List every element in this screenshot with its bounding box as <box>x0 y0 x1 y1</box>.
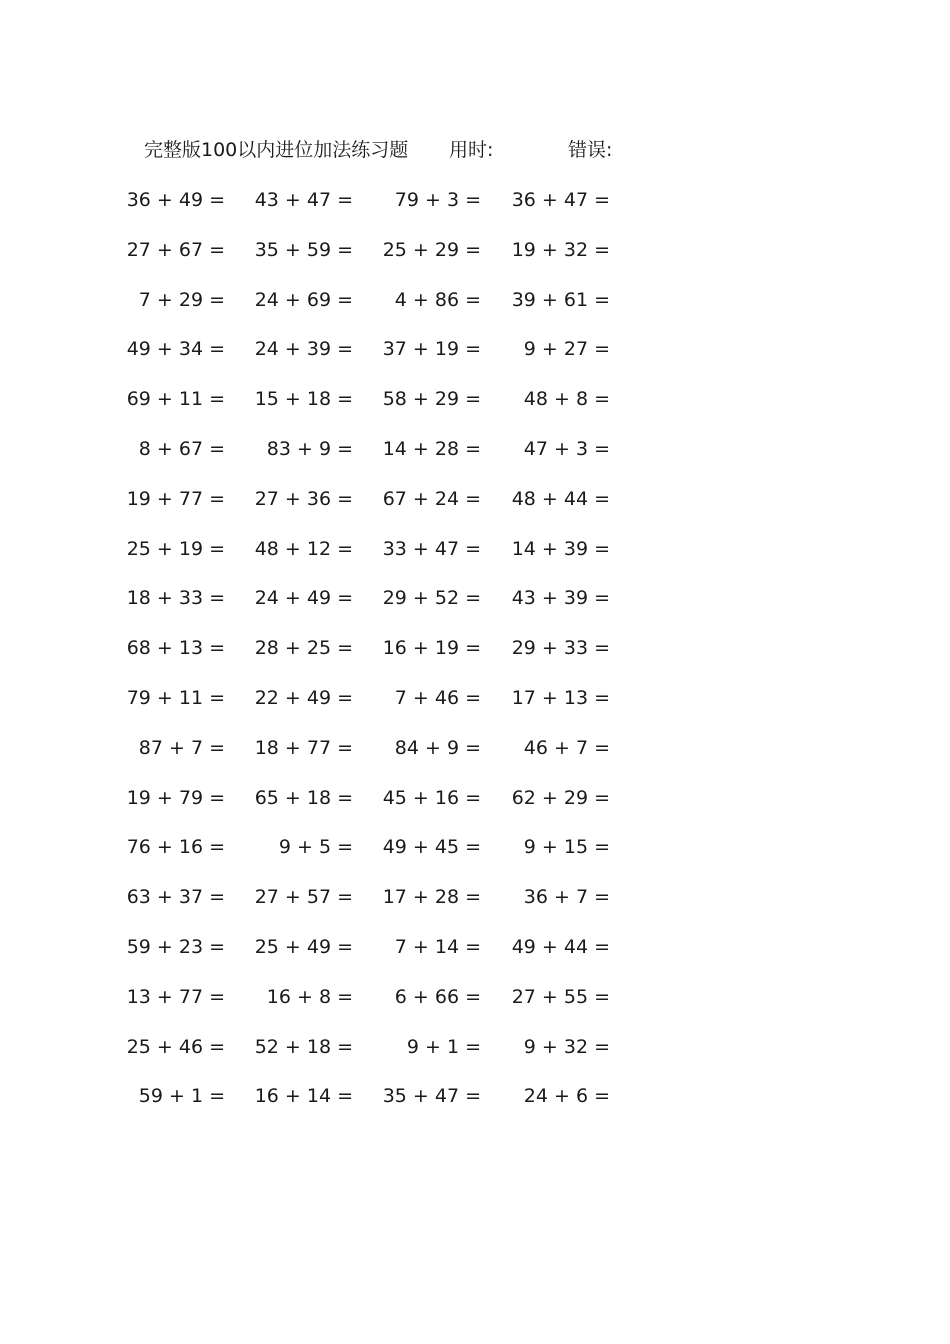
addition-problem: 24 + 69 = <box>254 288 353 311</box>
addition-problem: 27 + 57 = <box>254 886 353 909</box>
addition-problem: 45 + 16 = <box>382 786 481 809</box>
addition-problem: 28 + 25 = <box>254 637 353 660</box>
addition-problem: 49 + 45 = <box>382 836 481 859</box>
addition-problem: 59 + 1 = <box>138 1085 225 1108</box>
addition-problem: 63 + 37 = <box>126 886 225 909</box>
addition-problem: 49 + 34 = <box>126 338 225 361</box>
addition-problem: 79 + 11 = <box>126 687 225 709</box>
addition-problem: 19 + 32 = <box>511 238 610 261</box>
addition-problem: 9 + 27 = <box>523 338 610 361</box>
addition-problem: 58 + 29 = <box>382 388 481 411</box>
worksheet-header <box>144 137 664 163</box>
addition-problem: 36 + 7 = <box>523 886 610 909</box>
addition-problem: 19 + 79 = <box>126 786 225 809</box>
addition-problem: 43 + 39 = <box>511 587 610 610</box>
addition-problem: 35 + 59 = <box>254 238 353 261</box>
addition-problem: 27 + 67 = <box>126 238 225 261</box>
addition-problem: 29 + 52 = <box>382 587 481 610</box>
addition-problem: 24 + 39 = <box>254 338 353 361</box>
addition-problem: 52 + 18 = <box>254 1035 353 1058</box>
addition-problem: 67 + 24 = <box>382 487 481 510</box>
addition-problem: 47 + 3 = <box>523 438 610 460</box>
addition-problem: 48 + 8 = <box>523 388 610 411</box>
problem-row <box>0 932 950 962</box>
addition-problem: 27 + 36 = <box>254 487 353 510</box>
addition-problem: 68 + 13 = <box>126 637 225 660</box>
addition-problem: 7 + 29 = <box>138 288 225 311</box>
addition-problem: 9 + 1 = <box>406 1035 481 1058</box>
addition-problem: 18 + 33 = <box>126 587 225 610</box>
problem-row <box>0 185 950 215</box>
addition-problem: 36 + 49 = <box>126 189 225 211</box>
addition-problem: 15 + 18 = <box>254 388 353 411</box>
addition-problem: 8 + 67 = <box>138 438 225 460</box>
addition-problem: 43 + 47 = <box>254 189 353 211</box>
addition-problem: 25 + 19 = <box>126 537 225 560</box>
addition-problem: 7 + 14 = <box>394 936 481 958</box>
addition-problem: 37 + 19 = <box>382 338 481 361</box>
error-count-label: 错误: <box>568 139 613 161</box>
addition-problem: 25 + 46 = <box>126 1035 225 1058</box>
addition-problem: 16 + 19 = <box>382 637 481 660</box>
addition-problem: 17 + 28 = <box>382 886 481 909</box>
addition-problem: 49 + 44 = <box>511 936 610 958</box>
problem-row <box>0 882 950 912</box>
problem-row <box>0 534 950 564</box>
addition-problem: 87 + 7 = <box>138 736 225 759</box>
problem-row <box>0 235 950 265</box>
addition-problem: 62 + 29 = <box>511 786 610 809</box>
addition-problem: 48 + 12 = <box>254 537 353 560</box>
addition-problem: 14 + 28 = <box>382 438 481 460</box>
addition-problem: 33 + 47 = <box>382 537 481 560</box>
problem-row <box>0 434 950 464</box>
addition-problem: 7 + 46 = <box>394 687 481 709</box>
problem-row <box>0 1081 950 1111</box>
time-used-label: 用时: <box>449 139 494 161</box>
addition-problem: 16 + 8 = <box>266 985 353 1008</box>
addition-problem: 35 + 47 = <box>382 1085 481 1108</box>
addition-problem: 69 + 11 = <box>126 388 225 411</box>
problem-row <box>0 783 950 813</box>
problem-row <box>0 1032 950 1062</box>
addition-problem: 27 + 55 = <box>511 985 610 1008</box>
addition-problem: 9 + 32 = <box>523 1035 610 1058</box>
addition-problem: 16 + 14 = <box>254 1085 353 1108</box>
addition-problem: 46 + 7 = <box>523 736 610 759</box>
addition-problem: 4 + 86 = <box>394 288 481 311</box>
addition-problem: 79 + 3 = <box>394 189 481 211</box>
addition-problem: 24 + 6 = <box>523 1085 610 1108</box>
problem-row <box>0 832 950 862</box>
addition-problem: 36 + 47 = <box>511 189 610 211</box>
addition-problem: 19 + 77 = <box>126 487 225 510</box>
problem-row <box>0 484 950 514</box>
problem-row <box>0 683 950 713</box>
worksheet-title: 完整版100以内进位加法练习题 <box>144 139 409 161</box>
addition-problem: 6 + 66 = <box>394 985 481 1008</box>
problem-row <box>0 334 950 364</box>
problem-row <box>0 583 950 613</box>
addition-problem: 65 + 18 = <box>254 786 353 809</box>
addition-problem: 24 + 49 = <box>254 587 353 610</box>
addition-problem: 83 + 9 = <box>266 438 353 460</box>
problem-row <box>0 633 950 663</box>
problem-row <box>0 982 950 1012</box>
addition-problem: 22 + 49 = <box>254 687 353 709</box>
problem-row <box>0 384 950 414</box>
addition-problem: 18 + 77 = <box>254 736 353 759</box>
addition-problem: 9 + 5 = <box>278 836 353 859</box>
addition-problem: 17 + 13 = <box>511 687 610 709</box>
addition-problem: 59 + 23 = <box>126 936 225 958</box>
addition-problem: 14 + 39 = <box>511 537 610 560</box>
addition-problem: 9 + 15 = <box>523 836 610 859</box>
problem-row <box>0 285 950 315</box>
problem-row <box>0 733 950 763</box>
addition-problem: 84 + 9 = <box>394 736 481 759</box>
addition-problem: 76 + 16 = <box>126 836 225 859</box>
addition-problem: 29 + 33 = <box>511 637 610 660</box>
addition-problem: 48 + 44 = <box>511 487 610 510</box>
addition-problem: 39 + 61 = <box>511 288 610 311</box>
addition-problem: 13 + 77 = <box>126 985 225 1008</box>
addition-problem: 25 + 29 = <box>382 238 481 261</box>
addition-problem: 25 + 49 = <box>254 936 353 958</box>
